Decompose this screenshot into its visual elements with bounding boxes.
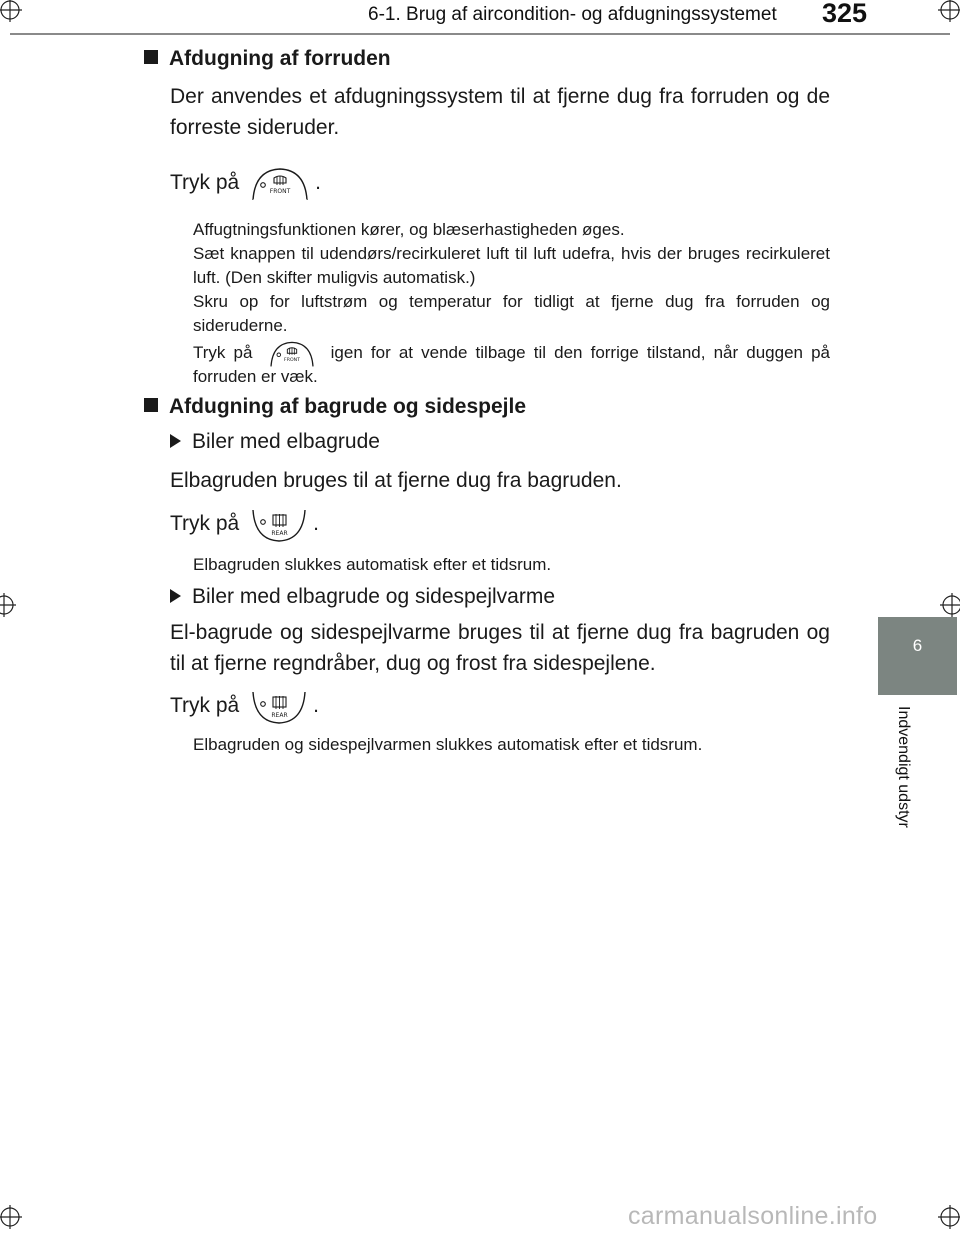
rear-defogger-note: Elbagruden slukkes automatisk efter et tidsrum. — [193, 555, 552, 574]
section-heading-windshield: Afdugning af forruden — [144, 47, 391, 71]
registration-mark-icon — [0, 0, 22, 22]
section-heading-rear: Afdugning af bagrude og sidespejle — [144, 395, 526, 419]
windshield-note-3: Skru op for luftstrøm og temperatur for tidligt at fjerne dug fra forruden og sideruderne. — [193, 292, 830, 335]
square-bullet-icon — [144, 50, 158, 64]
svg-text:FRONT: FRONT — [269, 187, 291, 195]
svg-text:REAR: REAR — [271, 711, 288, 719]
registration-mark-icon — [0, 593, 16, 617]
rear-defogger-button-icon — [249, 686, 309, 726]
svg-text:REAR: REAR — [271, 529, 288, 537]
rear-mirror-press-instruction: Tryk på REAR . — [170, 686, 319, 726]
rear-mirror-heater-note: Elbagruden og sidespejlvarmen slukkes automatisk efter et tidsrum. — [193, 735, 703, 754]
page-header-title: 6-1. Brug af aircondition- og afdugningssystemet — [368, 4, 777, 25]
registration-mark-icon — [938, 1205, 960, 1229]
rear-defogger-text: Elbagruden bruges til at fjerne dug fra bagruden. — [170, 469, 622, 492]
registration-mark-icon — [938, 0, 960, 22]
triangle-bullet-icon — [170, 589, 181, 603]
windshield-press-instruction: Tryk på FRONT . — [170, 163, 321, 203]
registration-mark-icon — [0, 1205, 22, 1229]
front-defogger-button-icon — [267, 340, 317, 368]
front-defogger-button-icon — [249, 163, 311, 203]
square-bullet-icon — [144, 398, 158, 412]
page-number: 325 — [822, 0, 868, 28]
svg-text:FRONT: FRONT — [283, 357, 300, 363]
subheading-rear-mirror-heater: Biler med elbagrude og sidespejlvarme — [170, 585, 555, 609]
watermark: carmanualsonline.info — [628, 1202, 878, 1230]
chapter-label: Indvendigt udstyr — [895, 706, 912, 828]
rear-mirror-heater-text: El-bagrude og sidespejlvarme bruges til at fjerne dug fra bagruden og til at fjerne regndråber, dug og frost fra sidespejlene. — [170, 621, 830, 675]
subheading-rear-defogger: Biler med elbagrude — [170, 430, 380, 454]
windshield-note-2: Sæt knappen til udendørs/recirkuleret luft til luft udefra, hvis der bruges recirkuleret luft. (Den skifter muligvis automatisk.) — [193, 244, 830, 287]
header-rule — [10, 33, 950, 35]
chapter-number: 6 — [912, 636, 923, 655]
rear-press-instruction: Tryk på REAR . — [170, 504, 319, 544]
triangle-bullet-icon — [170, 434, 181, 448]
chapter-tab — [878, 617, 957, 695]
windshield-note-1: Affugtningsfunktionen kører, og blæserhastigheden øges. — [193, 220, 625, 239]
windshield-intro: Der anvendes et afdugningssystem til at fjerne dug fra forruden og de forreste sideruder. — [170, 85, 830, 139]
windshield-note-4: Tryk på FRONT igen for at vende tilbage til den forrige tilstand, når duggen på forruden er væk. — [193, 341, 830, 389]
registration-mark-icon — [940, 593, 960, 617]
rear-defogger-button-icon — [249, 504, 309, 544]
